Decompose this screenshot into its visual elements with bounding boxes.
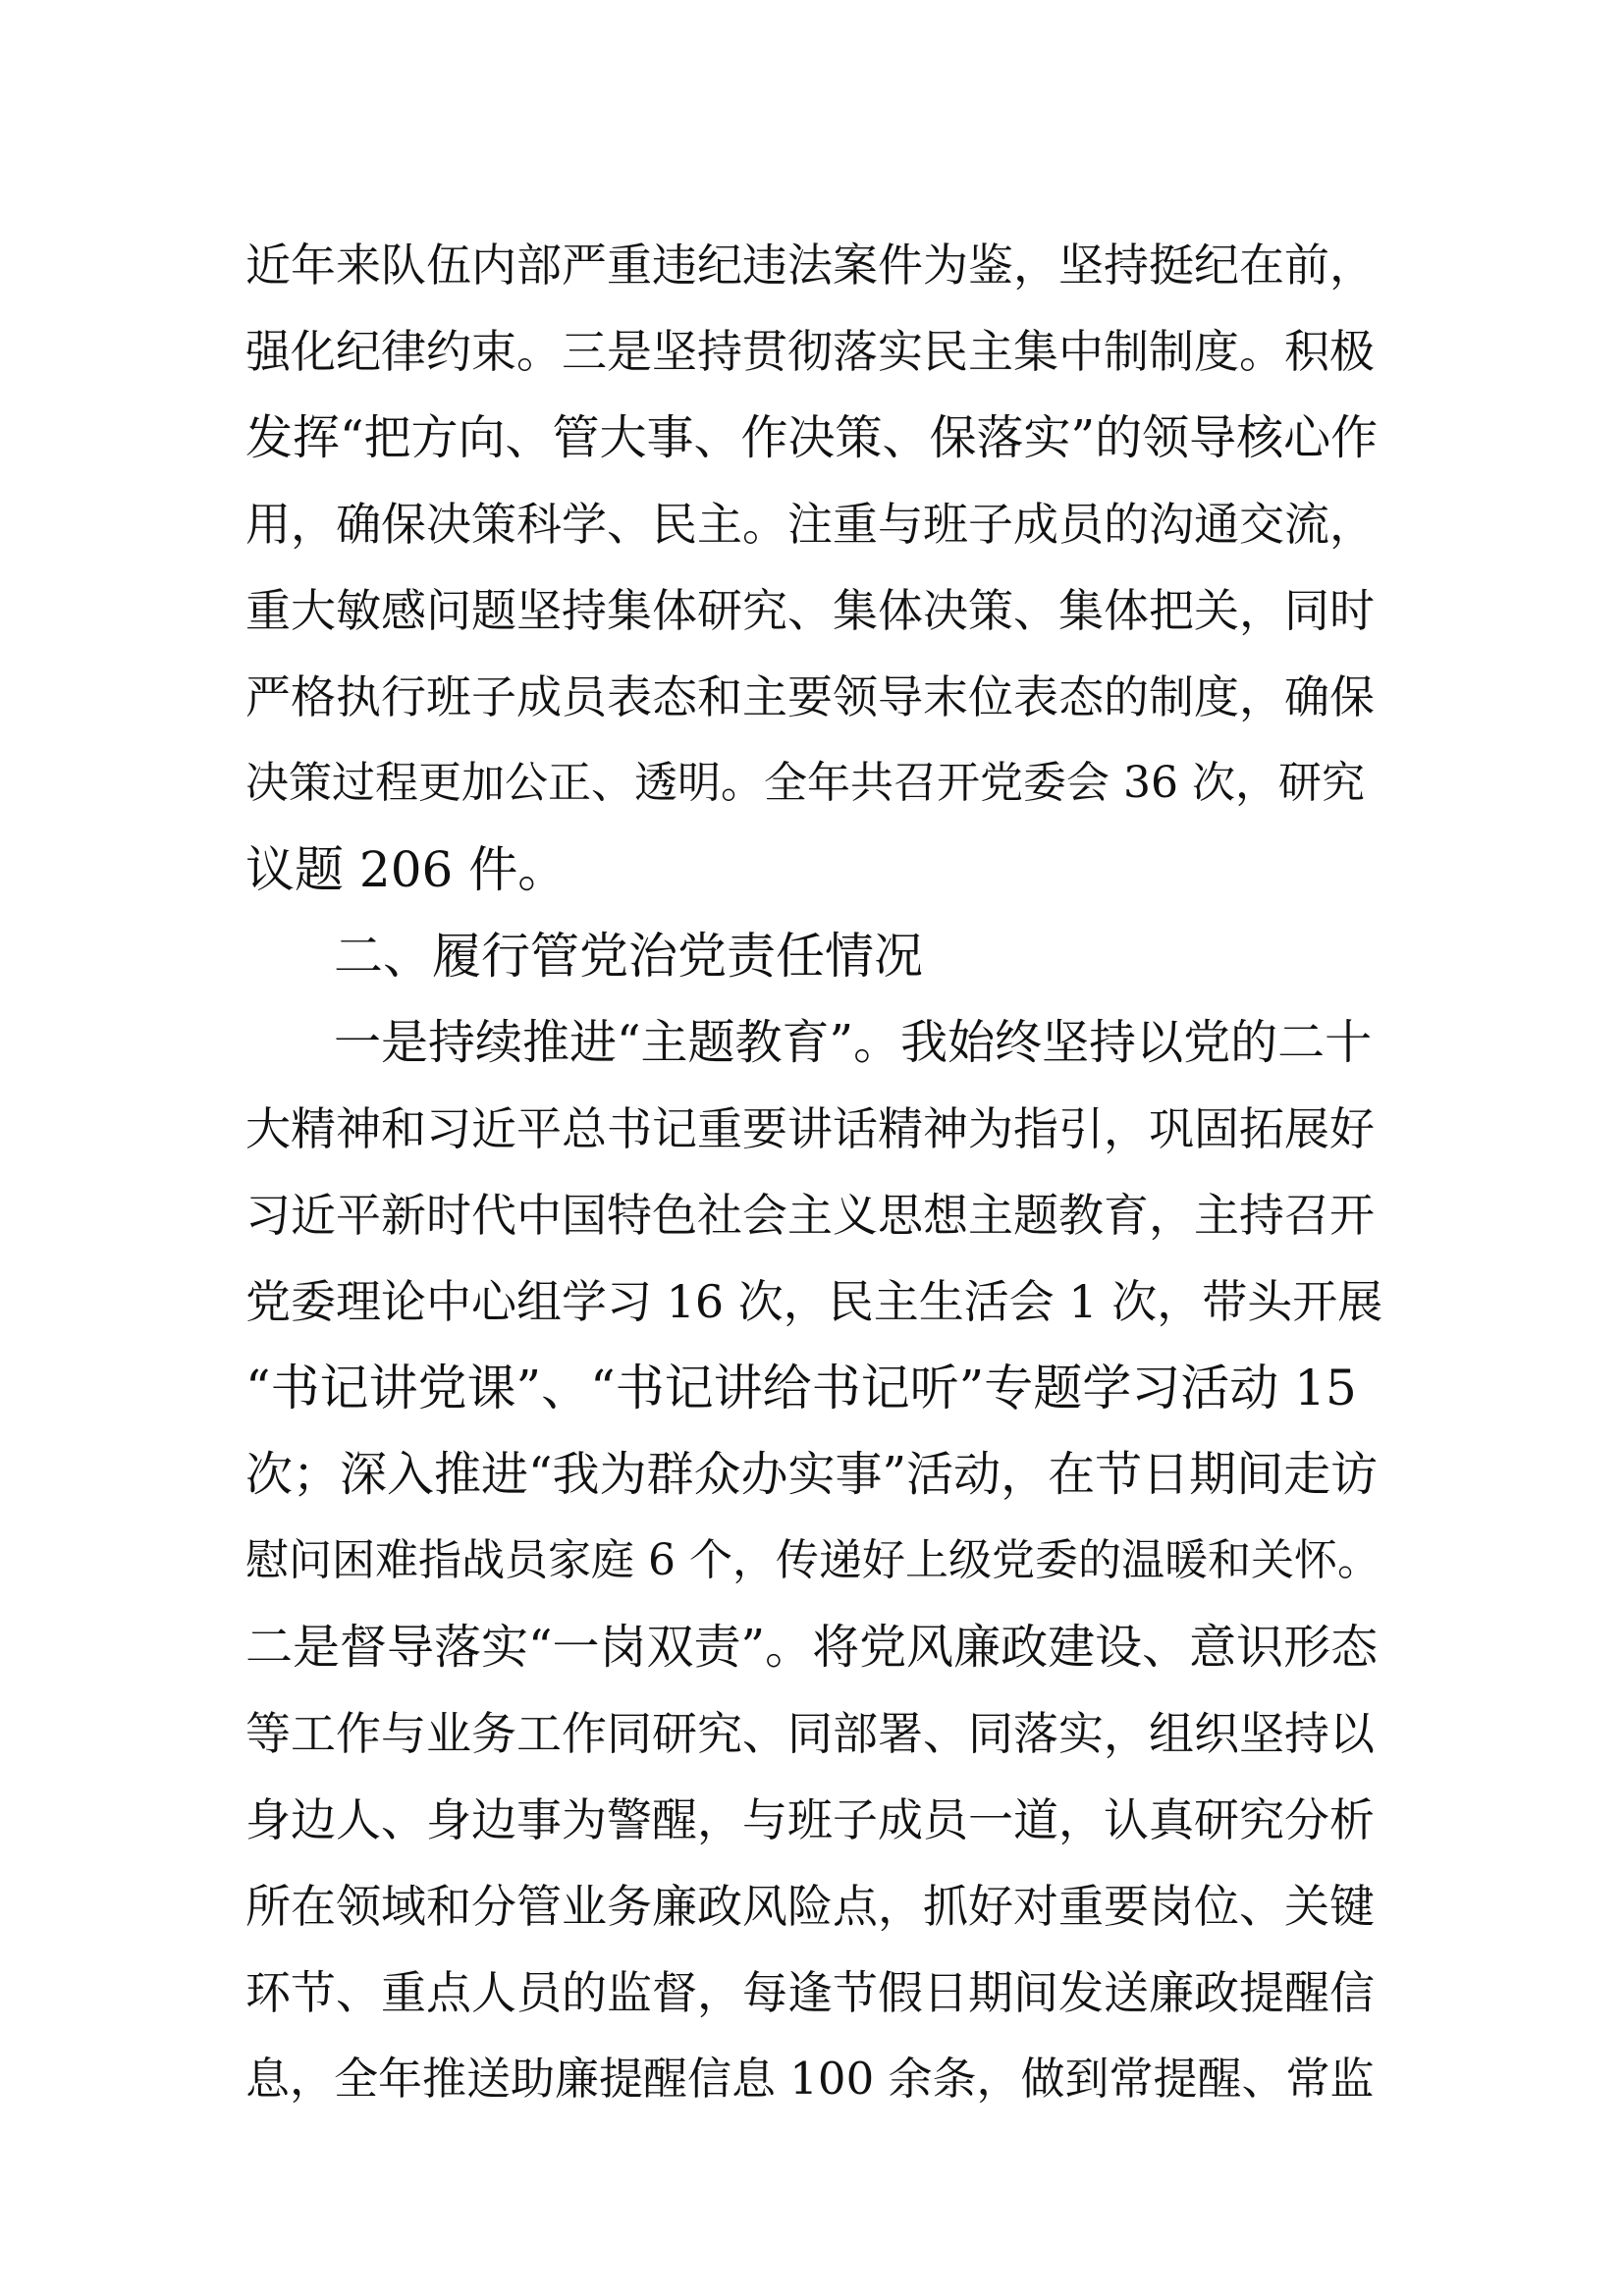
- paragraph-line: 党委理论中心组学习 16 次，民主生活会 1 次，带头开展: [245, 1275, 1383, 1328]
- paragraph-line: 环节、重点人员的监督，每逢节假日期间发送廉政提醒信: [245, 1966, 1375, 2019]
- paragraph-line: 决策过程更加公正、透明。全年共召开党委会 36 次，研究: [245, 758, 1365, 808]
- paragraph-line: 用，确保决策科学、民主。注重与班子成员的沟通交流，: [245, 498, 1375, 551]
- paragraph-line: 习近平新时代中国特色社会主义思想主题教育，主持召开: [245, 1189, 1375, 1242]
- paragraph-line: 二是督导落实“一岗双责”。将党风廉政建设、意识形态: [245, 1620, 1379, 1675]
- paragraph-line: 慰问困难指战员家庭 6 个，传递好上级党委的温暖和关怀。: [245, 1535, 1380, 1585]
- paragraph-line: 一是持续推进“主题教育”。我始终坚持以党的二十: [334, 1015, 1373, 1070]
- paragraph-line: 等工作与业务工作同研究、同部署、同落实，组织坚持以: [245, 1707, 1375, 1760]
- paragraph-line: 重大敏感问题坚持集体研究、集体决策、集体把关，同时: [245, 584, 1375, 637]
- paragraph-line: “书记讲党课”、“书记讲给书记听”专题学习活动 15: [245, 1360, 1357, 1416]
- section-heading: 二、履行管党治党责任情况: [334, 928, 923, 985]
- paragraph-line: 发挥“把方向、管大事、作决策、保落实”的领导核心作: [245, 410, 1379, 465]
- paragraph-line: 所在领域和分管业务廉政风险点，抓好对重要岗位、关键: [245, 1880, 1375, 1933]
- paragraph-line: 近年来队伍内部严重违纪违法案件为鉴，坚持挺纪在前，: [245, 239, 1375, 292]
- paragraph-line: 息，全年推送助廉提醒信息 100 余条，做到常提醒、常监: [245, 2053, 1375, 2105]
- paragraph-line: 议题 206 件。: [245, 841, 568, 898]
- paragraph-line: 强化纪律约束。三是坚持贯彻落实民主集中制制度。积极: [245, 325, 1375, 378]
- paragraph-line: 身边人、身边事为警醒，与班子成员一道，认真研究分析: [245, 1793, 1375, 1846]
- paragraph-line: 次；深入推进“我为群众办实事”活动，在节日期间走访: [245, 1447, 1379, 1502]
- paragraph-line: 大精神和习近平总书记重要讲话精神为指引，巩固拓展好: [245, 1102, 1375, 1155]
- paragraph-line: 严格执行班子成员表态和主要领导末位表态的制度，确保: [245, 670, 1375, 723]
